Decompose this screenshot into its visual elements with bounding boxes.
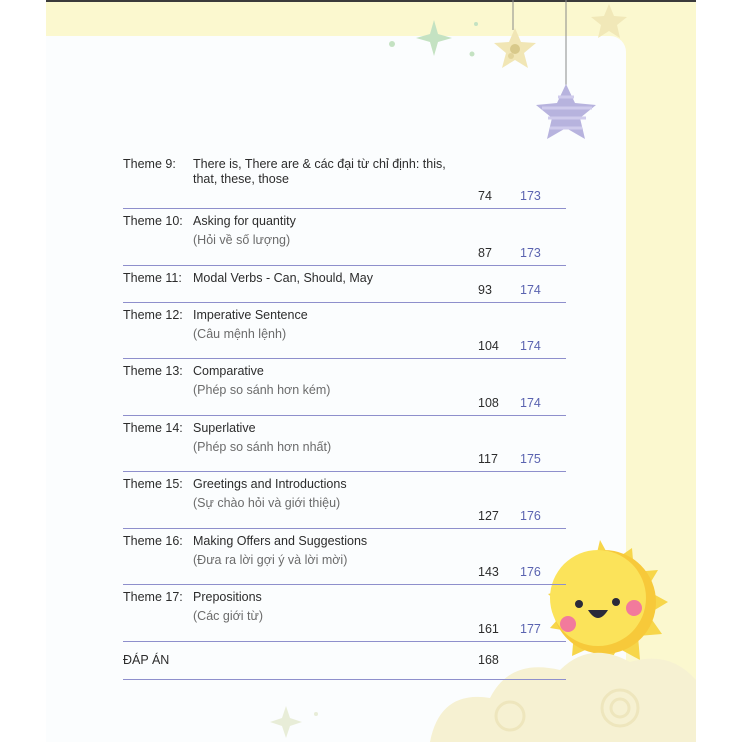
table-row bbox=[123, 359, 566, 416]
table-of-contents bbox=[123, 152, 566, 680]
theme-title bbox=[193, 472, 478, 529]
theme-title-line: Making Offers and Suggestions bbox=[193, 533, 368, 548]
answers-spacer bbox=[193, 641, 478, 679]
table-row bbox=[123, 585, 566, 642]
theme-number: Theme 13: bbox=[123, 364, 183, 378]
theme-number: Theme 9: bbox=[123, 157, 176, 171]
theme-number: Theme 12: bbox=[123, 307, 183, 322]
theme-title-line: Asking for quantity bbox=[193, 214, 296, 228]
theme-title bbox=[193, 265, 478, 302]
table-row bbox=[123, 302, 566, 359]
theme-subtitle: (Phép so sánh hơn kém) bbox=[193, 383, 331, 397]
theme-number: Theme 14: bbox=[123, 420, 183, 435]
theme-title bbox=[193, 585, 478, 642]
theme-title bbox=[193, 209, 478, 266]
answers-row bbox=[123, 641, 566, 679]
answer-page-number: 174 bbox=[520, 395, 541, 410]
theme-title bbox=[193, 415, 478, 472]
answer-page-number: 174 bbox=[520, 282, 541, 297]
answers-page-number: 168 bbox=[478, 653, 499, 667]
theme-title bbox=[193, 359, 478, 416]
page-number: 108 bbox=[478, 395, 499, 410]
page-number: 87 bbox=[478, 245, 492, 260]
sparkle-icon bbox=[389, 20, 478, 57]
answer-page-number: 176 bbox=[520, 565, 541, 579]
table-row bbox=[123, 265, 566, 302]
decorations-top bbox=[380, 0, 640, 160]
theme-title bbox=[193, 528, 478, 585]
page-number: 161 bbox=[478, 621, 499, 636]
page-number: 143 bbox=[478, 565, 499, 579]
star-icon bbox=[494, 28, 536, 68]
theme-number: Theme 10: bbox=[123, 214, 183, 228]
striped-star-icon bbox=[536, 84, 596, 139]
theme-subtitle: (Sự chào hỏi và giới thiệu) bbox=[193, 496, 341, 510]
theme-subtitle: (Các giới từ) bbox=[193, 609, 264, 623]
theme-title bbox=[193, 152, 478, 209]
table-row bbox=[123, 209, 566, 266]
table-row bbox=[123, 152, 566, 209]
page-number: 74 bbox=[478, 189, 492, 203]
answer-page-number: 174 bbox=[520, 339, 541, 353]
theme-title-line: Imperative Sentence bbox=[193, 307, 308, 322]
theme-title-line: Modal Verbs - Can, Should, May bbox=[193, 270, 373, 285]
answers-empty bbox=[520, 641, 566, 679]
theme-number: Theme 11: bbox=[123, 270, 182, 285]
theme-subtitle: (Hỏi về số lượng) bbox=[193, 233, 291, 247]
table-row bbox=[123, 528, 566, 585]
star-icon bbox=[591, 4, 627, 38]
page-number: 127 bbox=[478, 508, 499, 523]
theme-number: Theme 16: bbox=[123, 533, 183, 548]
theme-number: Theme 15: bbox=[123, 477, 183, 491]
theme-subtitle: (Câu mệnh lệnh) bbox=[193, 326, 287, 341]
theme-title-line: Superlative bbox=[193, 420, 256, 435]
answers-label: ĐÁP ÁN bbox=[123, 653, 170, 667]
page-number: 104 bbox=[478, 339, 499, 353]
theme-title-line: Greetings and Introductions bbox=[193, 477, 347, 491]
theme-title-line: There is, There are & các đại từ chỉ định: this, bbox=[193, 157, 446, 171]
theme-subtitle: (Phép so sánh hơn nhất) bbox=[193, 439, 332, 454]
answer-page-number: 173 bbox=[520, 245, 541, 260]
smiling-sun-icon bbox=[548, 540, 668, 668]
theme-title-line: Prepositions bbox=[193, 590, 262, 604]
theme-title bbox=[193, 302, 478, 359]
theme-subtitle: (Đưa ra lời gợi ý và lời mời) bbox=[193, 552, 348, 567]
table-row bbox=[123, 415, 566, 472]
theme-title-line: that, these, those bbox=[193, 172, 289, 186]
answer-page-number: 176 bbox=[520, 508, 541, 523]
page-number: 117 bbox=[478, 452, 498, 466]
sparkle-icon bbox=[262, 700, 342, 742]
table-row bbox=[123, 472, 566, 529]
page-number: 93 bbox=[478, 282, 492, 297]
answer-page-number: 175 bbox=[520, 452, 541, 466]
answer-page-number: 173 bbox=[520, 189, 541, 203]
theme-number: Theme 17: bbox=[123, 590, 183, 604]
answer-page-number: 177 bbox=[520, 621, 541, 636]
theme-title-line: Comparative bbox=[193, 364, 264, 378]
